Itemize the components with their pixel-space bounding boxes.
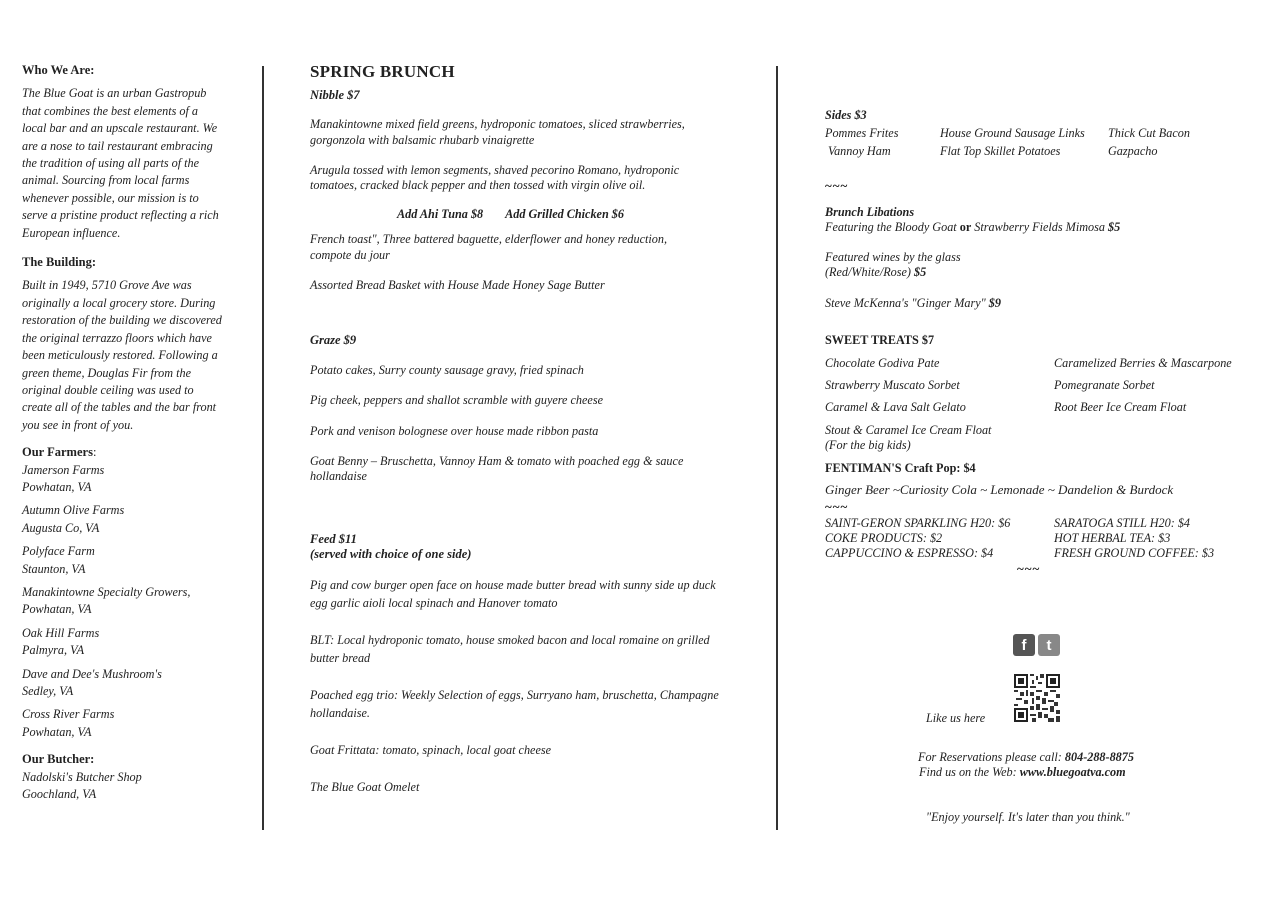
farmer-location: Powhatan, VA bbox=[22, 602, 92, 617]
side-item: Pommes Frites bbox=[825, 126, 899, 141]
drink-item: HOT HERBAL TEA: $3 bbox=[1054, 530, 1171, 545]
qr-code[interactable] bbox=[1014, 674, 1060, 727]
farmer-location: Augusta Co, VA bbox=[22, 520, 100, 535]
side-item: Flat Top Skillet Potatoes bbox=[940, 144, 1061, 159]
tilde-divider: ~~~ bbox=[825, 177, 849, 193]
column-divider-right bbox=[776, 66, 778, 830]
sweet-item: Caramel & Lava Salt Gelato bbox=[825, 400, 966, 415]
libations-heading: Brunch Libations bbox=[825, 204, 915, 219]
building-text: Built in 1949, 5710 Grove Ave was originally a local grocery store. During restoration of the building we discovered the original terrazzo floors which have been meticulously restored. Following a green theme, Douglas Fir from the original double ceiling was used to create all of the tables and the bar front you see in front of you. bbox=[22, 278, 222, 432]
menu-title: SPRING BRUNCH bbox=[310, 62, 455, 81]
left-column bbox=[22, 62, 252, 803]
farmer-entry bbox=[22, 584, 252, 619]
quote: "Enjoy yourself. It's later than you think." bbox=[926, 810, 1130, 824]
who-we-are-text: The Blue Goat is an urban Gastropub that combines the best elements of a local bar and an upscale restaurant. We are a nose to tail restaurant embracing the tradition of using all parts of the animal. Sourcing from local farms whenever possible, our mission is to serve a pristine product reflecting a rich European influence. bbox=[22, 86, 219, 240]
libations-featured bbox=[825, 220, 1265, 235]
web-url[interactable]: www.bluegoatva.com bbox=[1019, 765, 1126, 779]
right-column bbox=[825, 108, 1265, 576]
feed-list bbox=[310, 576, 755, 796]
farmers-heading-text: Our Farmers bbox=[22, 445, 93, 460]
sides-grid bbox=[825, 126, 1265, 159]
tilde-divider: ~~~ bbox=[825, 499, 849, 515]
farmer-name: Dave and Dee's Mushroom's bbox=[22, 666, 162, 681]
menu-item: Pork and venison bolognese over house made ribbon pasta bbox=[310, 423, 599, 438]
add-chicken: Add Grilled Chicken $6 bbox=[505, 207, 624, 222]
sweet-treats-heading: SWEET TREATS $7 bbox=[825, 332, 935, 347]
libations-text-b: Strawberry Fields Mimosa bbox=[971, 220, 1108, 235]
menu-item: Potato cakes, Surry county sausage gravy, fried spinach bbox=[310, 363, 584, 378]
menu-item: Assorted Bread Basket with House Made Honey Sage Butter bbox=[310, 277, 605, 292]
twitter-icon[interactable]: t bbox=[1038, 634, 1060, 656]
column-divider-left bbox=[262, 66, 264, 830]
farmer-location: Powhatan, VA bbox=[22, 479, 92, 494]
menu-item: Arugula tossed with lemon segments, shaved pecorino Romano, hydroponic tomatoes, cracked black pepper and then tossed with virgin olive oil. bbox=[310, 162, 680, 193]
wines-price: $5 bbox=[914, 265, 927, 280]
farmers-list bbox=[22, 462, 252, 742]
wines-line-2 bbox=[825, 265, 1265, 280]
ginger-mary bbox=[825, 296, 1265, 311]
butcher-heading: Our Butcher: bbox=[22, 752, 95, 767]
farmer-location: Palmyra, VA bbox=[22, 643, 85, 658]
menu-item: Pig cheek, peppers and shallot scramble with guyere cheese bbox=[310, 393, 603, 408]
farmer-location: Powhatan, VA bbox=[22, 724, 92, 739]
farmer-name: Autumn Olive Farms bbox=[22, 503, 125, 518]
farmers-heading-colon: : bbox=[92, 445, 97, 460]
mary-text: Steve McKenna's "Ginger Mary" bbox=[825, 295, 989, 310]
sweet-item: Root Beer Ice Cream Float bbox=[1054, 400, 1187, 415]
fentimans-list: Ginger Beer ~Curiosity Cola ~ Lemonade ~ Dandelion & Burdock bbox=[825, 482, 1174, 498]
tilde-divider: ~~~ bbox=[1017, 561, 1041, 577]
farmer-entry bbox=[22, 462, 252, 497]
like-us-text: Like us here bbox=[926, 711, 986, 725]
menu-item: Goat Frittata: tomato, spinach, local goat cheese bbox=[310, 742, 552, 757]
libations-or: or bbox=[959, 220, 972, 235]
side-item: House Ground Sausage Links bbox=[940, 126, 1085, 141]
add-tuna: Add Ahi Tuna $8 bbox=[397, 207, 484, 222]
farmer-entry bbox=[22, 543, 252, 578]
building-heading: The Building: bbox=[22, 255, 96, 270]
farmer-entry bbox=[22, 666, 252, 701]
graze-list bbox=[310, 363, 755, 484]
farmer-name: Jamerson Farms bbox=[22, 462, 105, 477]
menu-item: French toast", Three battered baguette, elderflower and honey reduction, compote du jour bbox=[310, 232, 668, 262]
mary-price: $9 bbox=[988, 295, 1001, 310]
side-item: Thick Cut Bacon bbox=[1108, 126, 1190, 141]
libations-price: $5 bbox=[1108, 220, 1121, 235]
butcher-name: Nadolski's Butcher Shop bbox=[22, 769, 142, 784]
sweet-item-note: (For the big kids) bbox=[825, 437, 911, 452]
sweet-item: Chocolate Godiva Pate bbox=[825, 356, 940, 371]
sweet-treats-grid bbox=[825, 356, 1265, 453]
center-column bbox=[310, 64, 755, 815]
wines-text: (Red/White/Rose) bbox=[825, 265, 915, 280]
farmer-name: Manakintowne Specialty Growers, bbox=[22, 584, 191, 599]
menu-item: Pig and cow burger open face on house made butter bread with sunny side up duck egg garlic aioli local spinach and Hanover tomato bbox=[310, 577, 716, 610]
drinks-grid bbox=[825, 516, 1265, 562]
menu-item: The Blue Goat Omelet bbox=[310, 779, 420, 794]
farmer-entry bbox=[22, 502, 252, 537]
side-item: Vannoy Ham bbox=[828, 144, 891, 159]
menu-item: BLT: Local hydroponic tomato, house smoked bacon and local romaine on grilled butter bread bbox=[310, 632, 710, 665]
wines-line-1: Featured wines by the glass bbox=[825, 250, 961, 265]
sweet-item: Stout & Caramel Ice Cream Float bbox=[825, 422, 992, 437]
reservations-line bbox=[918, 750, 1134, 765]
reservations-phone[interactable]: 804-288-8875 bbox=[1064, 750, 1134, 764]
feed-heading: Feed $11 bbox=[310, 532, 357, 547]
sweet-item: Strawberry Muscato Sorbet bbox=[825, 378, 960, 393]
libations-text: Featuring the Bloody Goat bbox=[825, 220, 960, 235]
butcher-location: Goochland, VA bbox=[22, 787, 97, 802]
who-we-are-heading: Who We Are: bbox=[22, 63, 95, 77]
menu-item: Manakintowne mixed field greens, hydroponic tomatoes, sliced strawberries, gorgonzola with balsamic rhubarb vinaigrette bbox=[310, 117, 685, 147]
menu-item: Poached egg trio: Weekly Selection of eggs, Surryano ham, bruschetta, Champagne hollandaise. bbox=[310, 687, 719, 720]
feed-subheading: (served with choice of one side) bbox=[310, 547, 472, 562]
drink-item: CAPPUCCINO & ESPRESSO: $4 bbox=[825, 546, 994, 561]
farmer-name: Cross River Farms bbox=[22, 707, 115, 722]
graze-heading: Graze $9 bbox=[310, 333, 357, 348]
farmer-name: Polyface Farm bbox=[22, 544, 95, 559]
nibble-heading: Nibble $7 bbox=[310, 88, 360, 103]
sides-heading: Sides $3 bbox=[825, 108, 867, 122]
drink-item: COKE PRODUCTS: $2 bbox=[825, 530, 943, 545]
social-icons bbox=[1013, 634, 1060, 656]
web-label: Find us on the Web: bbox=[919, 765, 1020, 779]
web-line bbox=[919, 765, 1126, 780]
farmer-location: Staunton, VA bbox=[22, 561, 86, 576]
sweet-item: Pomegranate Sorbet bbox=[1054, 378, 1155, 393]
farmer-location: Sedley, VA bbox=[22, 684, 74, 698]
fentimans-heading: FENTIMAN'S Craft Pop: $4 bbox=[825, 461, 976, 476]
menu-item: Goat Benny – Bruschetta, Vannoy Ham & tomato with poached egg & sauce hollandaise bbox=[310, 453, 684, 484]
qr-code-icon bbox=[1014, 674, 1060, 722]
farmer-entry bbox=[22, 625, 252, 660]
side-item: Gazpacho bbox=[1108, 144, 1158, 159]
farmer-name: Oak Hill Farms bbox=[22, 625, 100, 640]
farmers-heading bbox=[22, 444, 252, 461]
reservations-label: For Reservations please call: bbox=[918, 750, 1065, 764]
facebook-icon[interactable]: f bbox=[1013, 634, 1035, 656]
drink-item: SARATOGA STILL H20: $4 bbox=[1054, 515, 1191, 530]
drink-item: FRESH GROUND COFFEE: $3 bbox=[1054, 546, 1215, 561]
add-ons-row bbox=[397, 207, 755, 222]
farmer-entry bbox=[22, 706, 252, 741]
drink-item: SAINT-GERON SPARKLING H20: $6 bbox=[825, 515, 1011, 530]
sweet-item: Caramelized Berries & Mascarpone bbox=[1054, 356, 1232, 371]
